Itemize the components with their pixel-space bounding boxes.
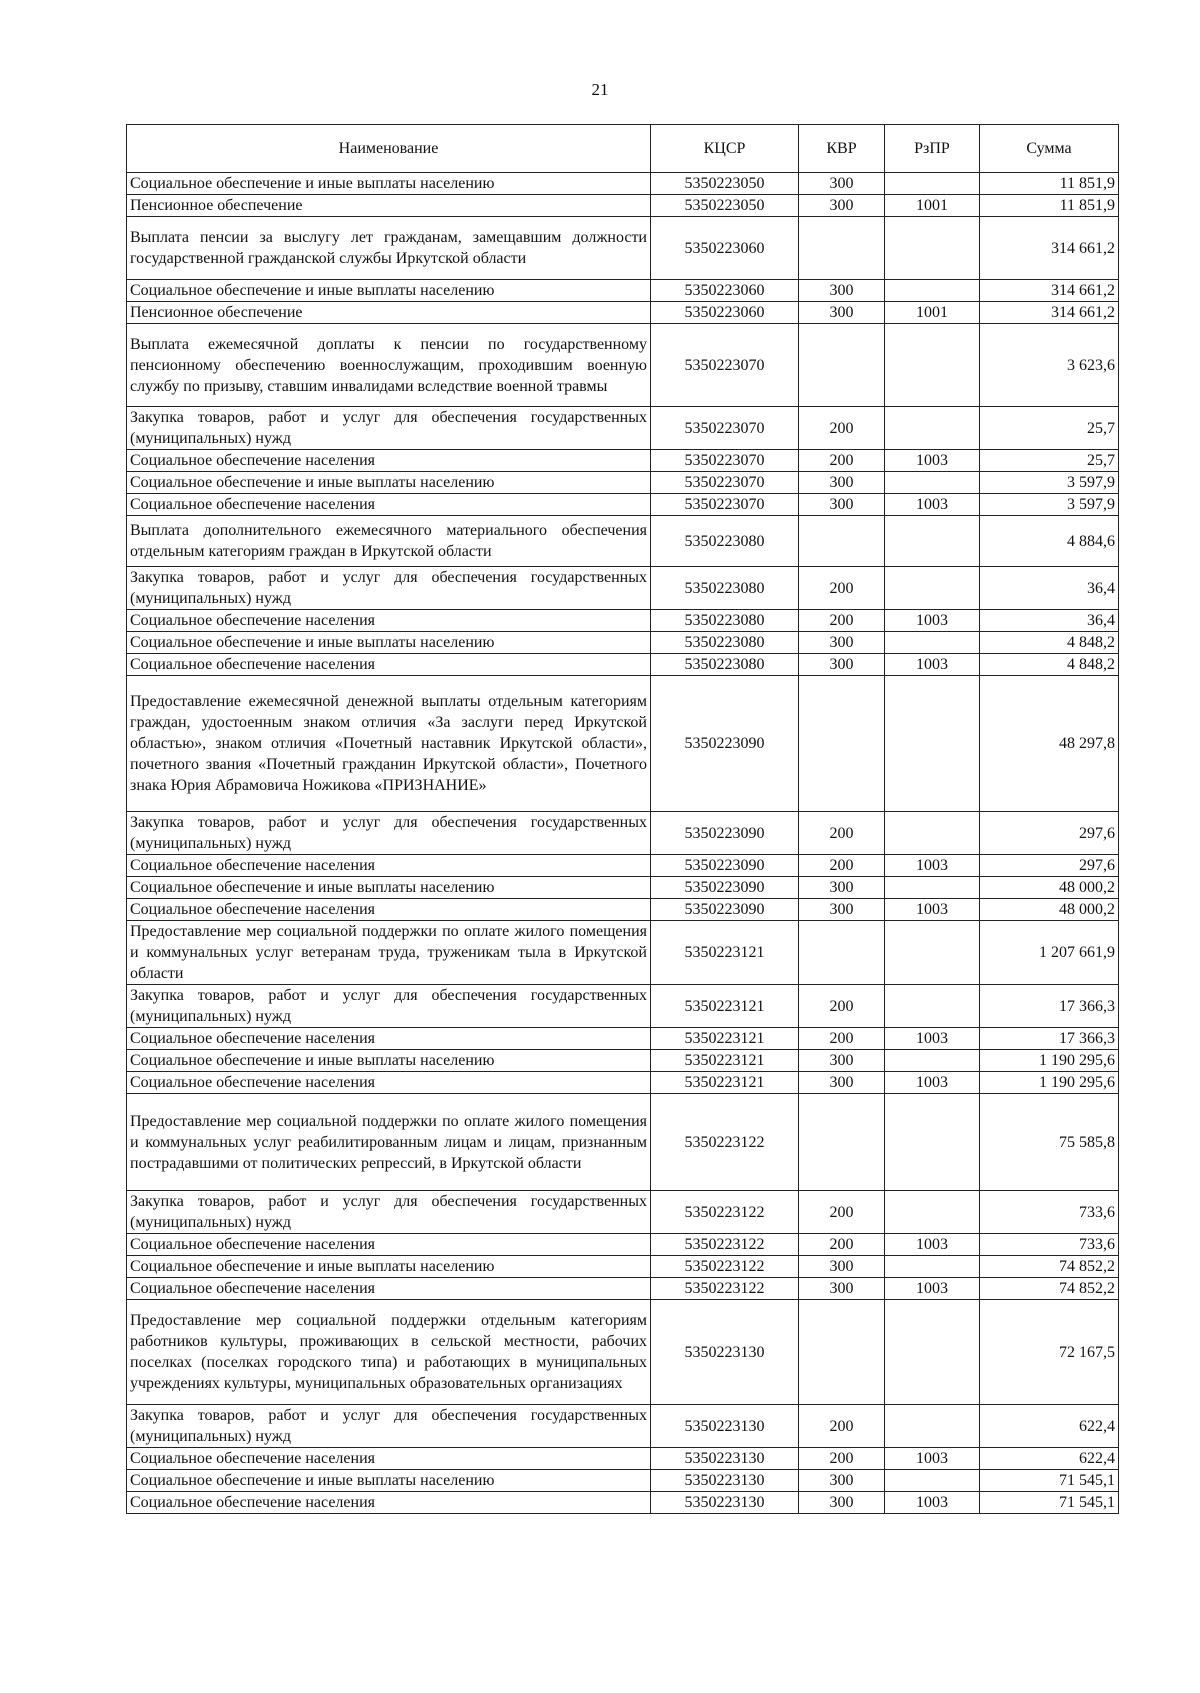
table-row [127, 567, 1119, 610]
cell-code: 5350223070 [651, 450, 799, 472]
table-row [127, 1492, 1119, 1514]
cell-sum: 1 190 295,6 [980, 1072, 1119, 1094]
cell-name: Предоставление мер социальной поддержки отдельным категориям работников культуры, проживающих в сельской местности, рабочих поселках (поселках городского типа) и работающих в муниципальных учреждениях культуры, муниципальных образовательных организациях [127, 1300, 651, 1405]
cell-rzpr [885, 1470, 980, 1492]
cell-rzpr [885, 567, 980, 610]
cell-name: Социальное обеспечение и иные выплаты населению [127, 1256, 651, 1278]
cell-name: Закупка товаров, работ и услуг для обеспечения государственных (муниципальных) нужд [127, 1191, 651, 1234]
cell-rzpr: 1003 [885, 1234, 980, 1256]
cell-name: Социальное обеспечение населения [127, 855, 651, 877]
cell-sum: 3 623,6 [980, 324, 1119, 407]
cell-name: Социальное обеспечение и иные выплаты населению [127, 877, 651, 899]
table-row [127, 407, 1119, 450]
cell-rzpr [885, 676, 980, 812]
cell-code: 5350223060 [651, 280, 799, 302]
cell-sum: 314 661,2 [980, 280, 1119, 302]
table-row [127, 812, 1119, 855]
cell-rzpr: 1003 [885, 1278, 980, 1300]
cell-code: 5350223122 [651, 1094, 799, 1191]
cell-rzpr [885, 407, 980, 450]
cell-name: Пенсионное обеспечение [127, 195, 651, 217]
cell-sum: 11 851,9 [980, 173, 1119, 195]
cell-code: 5350223090 [651, 855, 799, 877]
cell-name: Социальное обеспечение и иные выплаты населению [127, 632, 651, 654]
cell-rzpr [885, 1256, 980, 1278]
table-row [127, 676, 1119, 812]
cell-sum: 733,6 [980, 1191, 1119, 1234]
cell-rzpr: 1003 [885, 899, 980, 921]
table-row [127, 217, 1119, 280]
cell-name: Социальное обеспечение населения [127, 1072, 651, 1094]
table-row [127, 1300, 1119, 1405]
cell-sum: 74 852,2 [980, 1278, 1119, 1300]
cell-name: Выплата ежемесячной доплаты к пенсии по государственному пенсионному обеспечению военнослужащим, проходившим военную службу по призыву, ставшим инвалидами вследствие военной травмы [127, 324, 651, 407]
cell-kvr: 200 [799, 1234, 885, 1256]
cell-code: 5350223050 [651, 195, 799, 217]
cell-kvr: 300 [799, 173, 885, 195]
cell-name: Социальное обеспечение и иные выплаты населению [127, 1470, 651, 1492]
cell-rzpr: 1003 [885, 1028, 980, 1050]
cell-code: 5350223080 [651, 610, 799, 632]
cell-sum: 48 297,8 [980, 676, 1119, 812]
table-row [127, 472, 1119, 494]
table-row [127, 516, 1119, 567]
cell-code: 5350223130 [651, 1448, 799, 1470]
cell-kvr: 200 [799, 1028, 885, 1050]
cell-name: Выплата дополнительного ежемесячного материального обеспечения отдельным категориям граждан в Иркутской области [127, 516, 651, 567]
cell-rzpr [885, 324, 980, 407]
table-row [127, 632, 1119, 654]
cell-rzpr: 1003 [885, 654, 980, 676]
cell-name: Социальное обеспечение населения [127, 1234, 651, 1256]
cell-sum: 4 848,2 [980, 632, 1119, 654]
cell-sum: 3 597,9 [980, 494, 1119, 516]
table-row [127, 494, 1119, 516]
cell-code: 5350223130 [651, 1470, 799, 1492]
cell-sum: 72 167,5 [980, 1300, 1119, 1405]
cell-rzpr [885, 1094, 980, 1191]
table-row [127, 985, 1119, 1028]
cell-code: 5350223121 [651, 921, 799, 985]
cell-rzpr: 1001 [885, 195, 980, 217]
cell-sum: 4 884,6 [980, 516, 1119, 567]
cell-name: Социальное обеспечение населения [127, 610, 651, 632]
cell-rzpr [885, 217, 980, 280]
cell-kvr: 300 [799, 494, 885, 516]
header-sum: Сумма [980, 125, 1119, 173]
cell-kvr: 300 [799, 1256, 885, 1278]
cell-name: Социальное обеспечение населения [127, 450, 651, 472]
cell-sum: 314 661,2 [980, 217, 1119, 280]
cell-code: 5350223070 [651, 324, 799, 407]
cell-sum: 75 585,8 [980, 1094, 1119, 1191]
cell-rzpr [885, 985, 980, 1028]
cell-kvr: 200 [799, 1405, 885, 1448]
table-row [127, 1028, 1119, 1050]
cell-sum: 622,4 [980, 1448, 1119, 1470]
cell-sum: 1 190 295,6 [980, 1050, 1119, 1072]
cell-sum: 71 545,1 [980, 1470, 1119, 1492]
cell-sum: 25,7 [980, 450, 1119, 472]
cell-name: Закупка товаров, работ и услуг для обеспечения государственных (муниципальных) нужд [127, 812, 651, 855]
cell-sum: 3 597,9 [980, 472, 1119, 494]
cell-name: Социальное обеспечение и иные выплаты населению [127, 472, 651, 494]
cell-sum: 48 000,2 [980, 899, 1119, 921]
cell-kvr: 300 [799, 195, 885, 217]
table-row [127, 654, 1119, 676]
header-code: КЦСР [651, 125, 799, 173]
table-row [127, 280, 1119, 302]
cell-rzpr: 1003 [885, 1448, 980, 1470]
cell-kvr: 200 [799, 1448, 885, 1470]
table-body [127, 173, 1119, 1514]
cell-kvr [799, 324, 885, 407]
cell-kvr: 200 [799, 812, 885, 855]
cell-kvr: 300 [799, 1050, 885, 1072]
cell-name: Социальное обеспечение и иные выплаты населению [127, 173, 651, 195]
cell-code: 5350223080 [651, 632, 799, 654]
cell-code: 5350223090 [651, 899, 799, 921]
cell-sum: 17 366,3 [980, 1028, 1119, 1050]
cell-rzpr: 1003 [885, 855, 980, 877]
cell-sum: 11 851,9 [980, 195, 1119, 217]
table-row [127, 324, 1119, 407]
cell-code: 5350223070 [651, 494, 799, 516]
cell-name: Социальное обеспечение населения [127, 1492, 651, 1514]
cell-code: 5350223121 [651, 1050, 799, 1072]
cell-sum: 1 207 661,9 [980, 921, 1119, 985]
cell-code: 5350223130 [651, 1492, 799, 1514]
cell-kvr: 200 [799, 855, 885, 877]
cell-rzpr: 1003 [885, 450, 980, 472]
cell-name: Предоставление мер социальной поддержки по оплате жилого помещения и коммунальных услуг ветеранам труда, труженикам тыла в Иркутской области [127, 921, 651, 985]
header-rzpr: РзПР [885, 125, 980, 173]
table-row [127, 1256, 1119, 1278]
cell-rzpr [885, 472, 980, 494]
cell-kvr [799, 1094, 885, 1191]
cell-kvr: 300 [799, 472, 885, 494]
cell-rzpr [885, 1405, 980, 1448]
table-row [127, 302, 1119, 324]
cell-name: Социальное обеспечение населения [127, 899, 651, 921]
cell-kvr: 300 [799, 877, 885, 899]
cell-name: Закупка товаров, работ и услуг для обеспечения государственных (муниципальных) нужд [127, 985, 651, 1028]
cell-code: 5350223121 [651, 985, 799, 1028]
cell-name: Закупка товаров, работ и услуг для обеспечения государственных (муниципальных) нужд [127, 407, 651, 450]
cell-name: Социальное обеспечение и иные выплаты населению [127, 1050, 651, 1072]
cell-name: Социальное обеспечение населения [127, 494, 651, 516]
cell-kvr [799, 921, 885, 985]
cell-sum: 4 848,2 [980, 654, 1119, 676]
cell-code: 5350223090 [651, 877, 799, 899]
table-row [127, 921, 1119, 985]
page-number: 21 [591, 80, 609, 99]
cell-rzpr: 1003 [885, 1072, 980, 1094]
cell-code: 5350223080 [651, 654, 799, 676]
cell-code: 5350223070 [651, 472, 799, 494]
cell-rzpr [885, 173, 980, 195]
cell-code: 5350223060 [651, 302, 799, 324]
cell-code: 5350223070 [651, 407, 799, 450]
table-row [127, 173, 1119, 195]
cell-name: Социальное обеспечение населения [127, 1278, 651, 1300]
cell-kvr: 300 [799, 654, 885, 676]
cell-sum: 25,7 [980, 407, 1119, 450]
cell-rzpr [885, 877, 980, 899]
cell-sum: 36,4 [980, 567, 1119, 610]
table-row [127, 1278, 1119, 1300]
cell-kvr: 300 [799, 1470, 885, 1492]
table-row [127, 1191, 1119, 1234]
cell-code: 5350223130 [651, 1405, 799, 1448]
cell-sum: 622,4 [980, 1405, 1119, 1448]
table-row [127, 1470, 1119, 1492]
cell-kvr [799, 676, 885, 812]
cell-code: 5350223130 [651, 1300, 799, 1405]
cell-kvr: 300 [799, 1278, 885, 1300]
cell-kvr: 300 [799, 1492, 885, 1514]
table-row [127, 1234, 1119, 1256]
cell-name: Социальное обеспечение и иные выплаты населению [127, 280, 651, 302]
table-row [127, 450, 1119, 472]
cell-rzpr [885, 632, 980, 654]
table-row [127, 195, 1119, 217]
cell-kvr: 300 [799, 280, 885, 302]
cell-kvr [799, 1300, 885, 1405]
table-row [127, 1405, 1119, 1448]
cell-kvr: 300 [799, 1072, 885, 1094]
cell-name: Предоставление ежемесячной денежной выплаты отдельным категориям граждан, удостоенным знаком отличия «За заслуги перед Иркутской областью», знаком отличия «Почетный наставник Иркутской области», почетного звания «Почетный гражданин Иркутской области», Почетного знака Юрия Абрамовича Ножикова «ПРИЗНАНИЕ» [127, 676, 651, 812]
cell-name: Выплата пенсии за выслугу лет гражданам, замещавшим должности государственной гражданской службы Иркутской области [127, 217, 651, 280]
cell-rzpr: 1003 [885, 610, 980, 632]
cell-kvr [799, 516, 885, 567]
cell-rzpr [885, 516, 980, 567]
cell-name: Закупка товаров, работ и услуг для обеспечения государственных (муниципальных) нужд [127, 567, 651, 610]
cell-kvr: 300 [799, 302, 885, 324]
cell-name: Пенсионное обеспечение [127, 302, 651, 324]
table-row [127, 610, 1119, 632]
cell-code: 5350223090 [651, 676, 799, 812]
cell-kvr: 200 [799, 610, 885, 632]
cell-sum: 17 366,3 [980, 985, 1119, 1028]
cell-code: 5350223122 [651, 1191, 799, 1234]
table-row [127, 1094, 1119, 1191]
cell-code: 5350223122 [651, 1278, 799, 1300]
cell-sum: 36,4 [980, 610, 1119, 632]
cell-sum: 314 661,2 [980, 302, 1119, 324]
cell-kvr: 200 [799, 450, 885, 472]
table-row [127, 1050, 1119, 1072]
cell-kvr [799, 217, 885, 280]
budget-table [126, 124, 1119, 1514]
cell-kvr: 300 [799, 632, 885, 654]
cell-rzpr [885, 812, 980, 855]
cell-sum: 297,6 [980, 855, 1119, 877]
header-name: Наименование [127, 125, 651, 173]
table-row [127, 855, 1119, 877]
cell-code: 5350223050 [651, 173, 799, 195]
cell-code: 5350223060 [651, 217, 799, 280]
cell-rzpr [885, 1300, 980, 1405]
cell-rzpr [885, 921, 980, 985]
cell-sum: 48 000,2 [980, 877, 1119, 899]
cell-rzpr [885, 1191, 980, 1234]
table-row [127, 877, 1119, 899]
cell-code: 5350223122 [651, 1234, 799, 1256]
header-row [127, 125, 1119, 173]
cell-rzpr [885, 280, 980, 302]
table-row [127, 1448, 1119, 1470]
cell-code: 5350223080 [651, 516, 799, 567]
cell-rzpr: 1003 [885, 1492, 980, 1514]
cell-name: Социальное обеспечение населения [127, 1448, 651, 1470]
cell-sum: 733,6 [980, 1234, 1119, 1256]
cell-code: 5350223080 [651, 567, 799, 610]
cell-sum: 297,6 [980, 812, 1119, 855]
cell-name: Социальное обеспечение населения [127, 654, 651, 676]
cell-kvr: 200 [799, 567, 885, 610]
cell-code: 5350223121 [651, 1072, 799, 1094]
cell-code: 5350223122 [651, 1256, 799, 1278]
cell-code: 5350223090 [651, 812, 799, 855]
cell-name: Предоставление мер социальной поддержки по оплате жилого помещения и коммунальных услуг реабилитированным лицам и лицам, признанным пострадавшими от политических репрессий, в Иркутской области [127, 1094, 651, 1191]
cell-name: Закупка товаров, работ и услуг для обеспечения государственных (муниципальных) нужд [127, 1405, 651, 1448]
cell-kvr: 200 [799, 407, 885, 450]
cell-rzpr: 1003 [885, 494, 980, 516]
cell-name: Социальное обеспечение населения [127, 1028, 651, 1050]
cell-sum: 71 545,1 [980, 1492, 1119, 1514]
cell-rzpr: 1001 [885, 302, 980, 324]
cell-kvr: 200 [799, 985, 885, 1028]
cell-rzpr [885, 1050, 980, 1072]
table-row [127, 1072, 1119, 1094]
cell-code: 5350223121 [651, 1028, 799, 1050]
cell-sum: 74 852,2 [980, 1256, 1119, 1278]
cell-kvr: 300 [799, 899, 885, 921]
cell-kvr: 200 [799, 1191, 885, 1234]
header-kvr: КВР [799, 125, 885, 173]
table-row [127, 899, 1119, 921]
table-header [127, 125, 1119, 173]
